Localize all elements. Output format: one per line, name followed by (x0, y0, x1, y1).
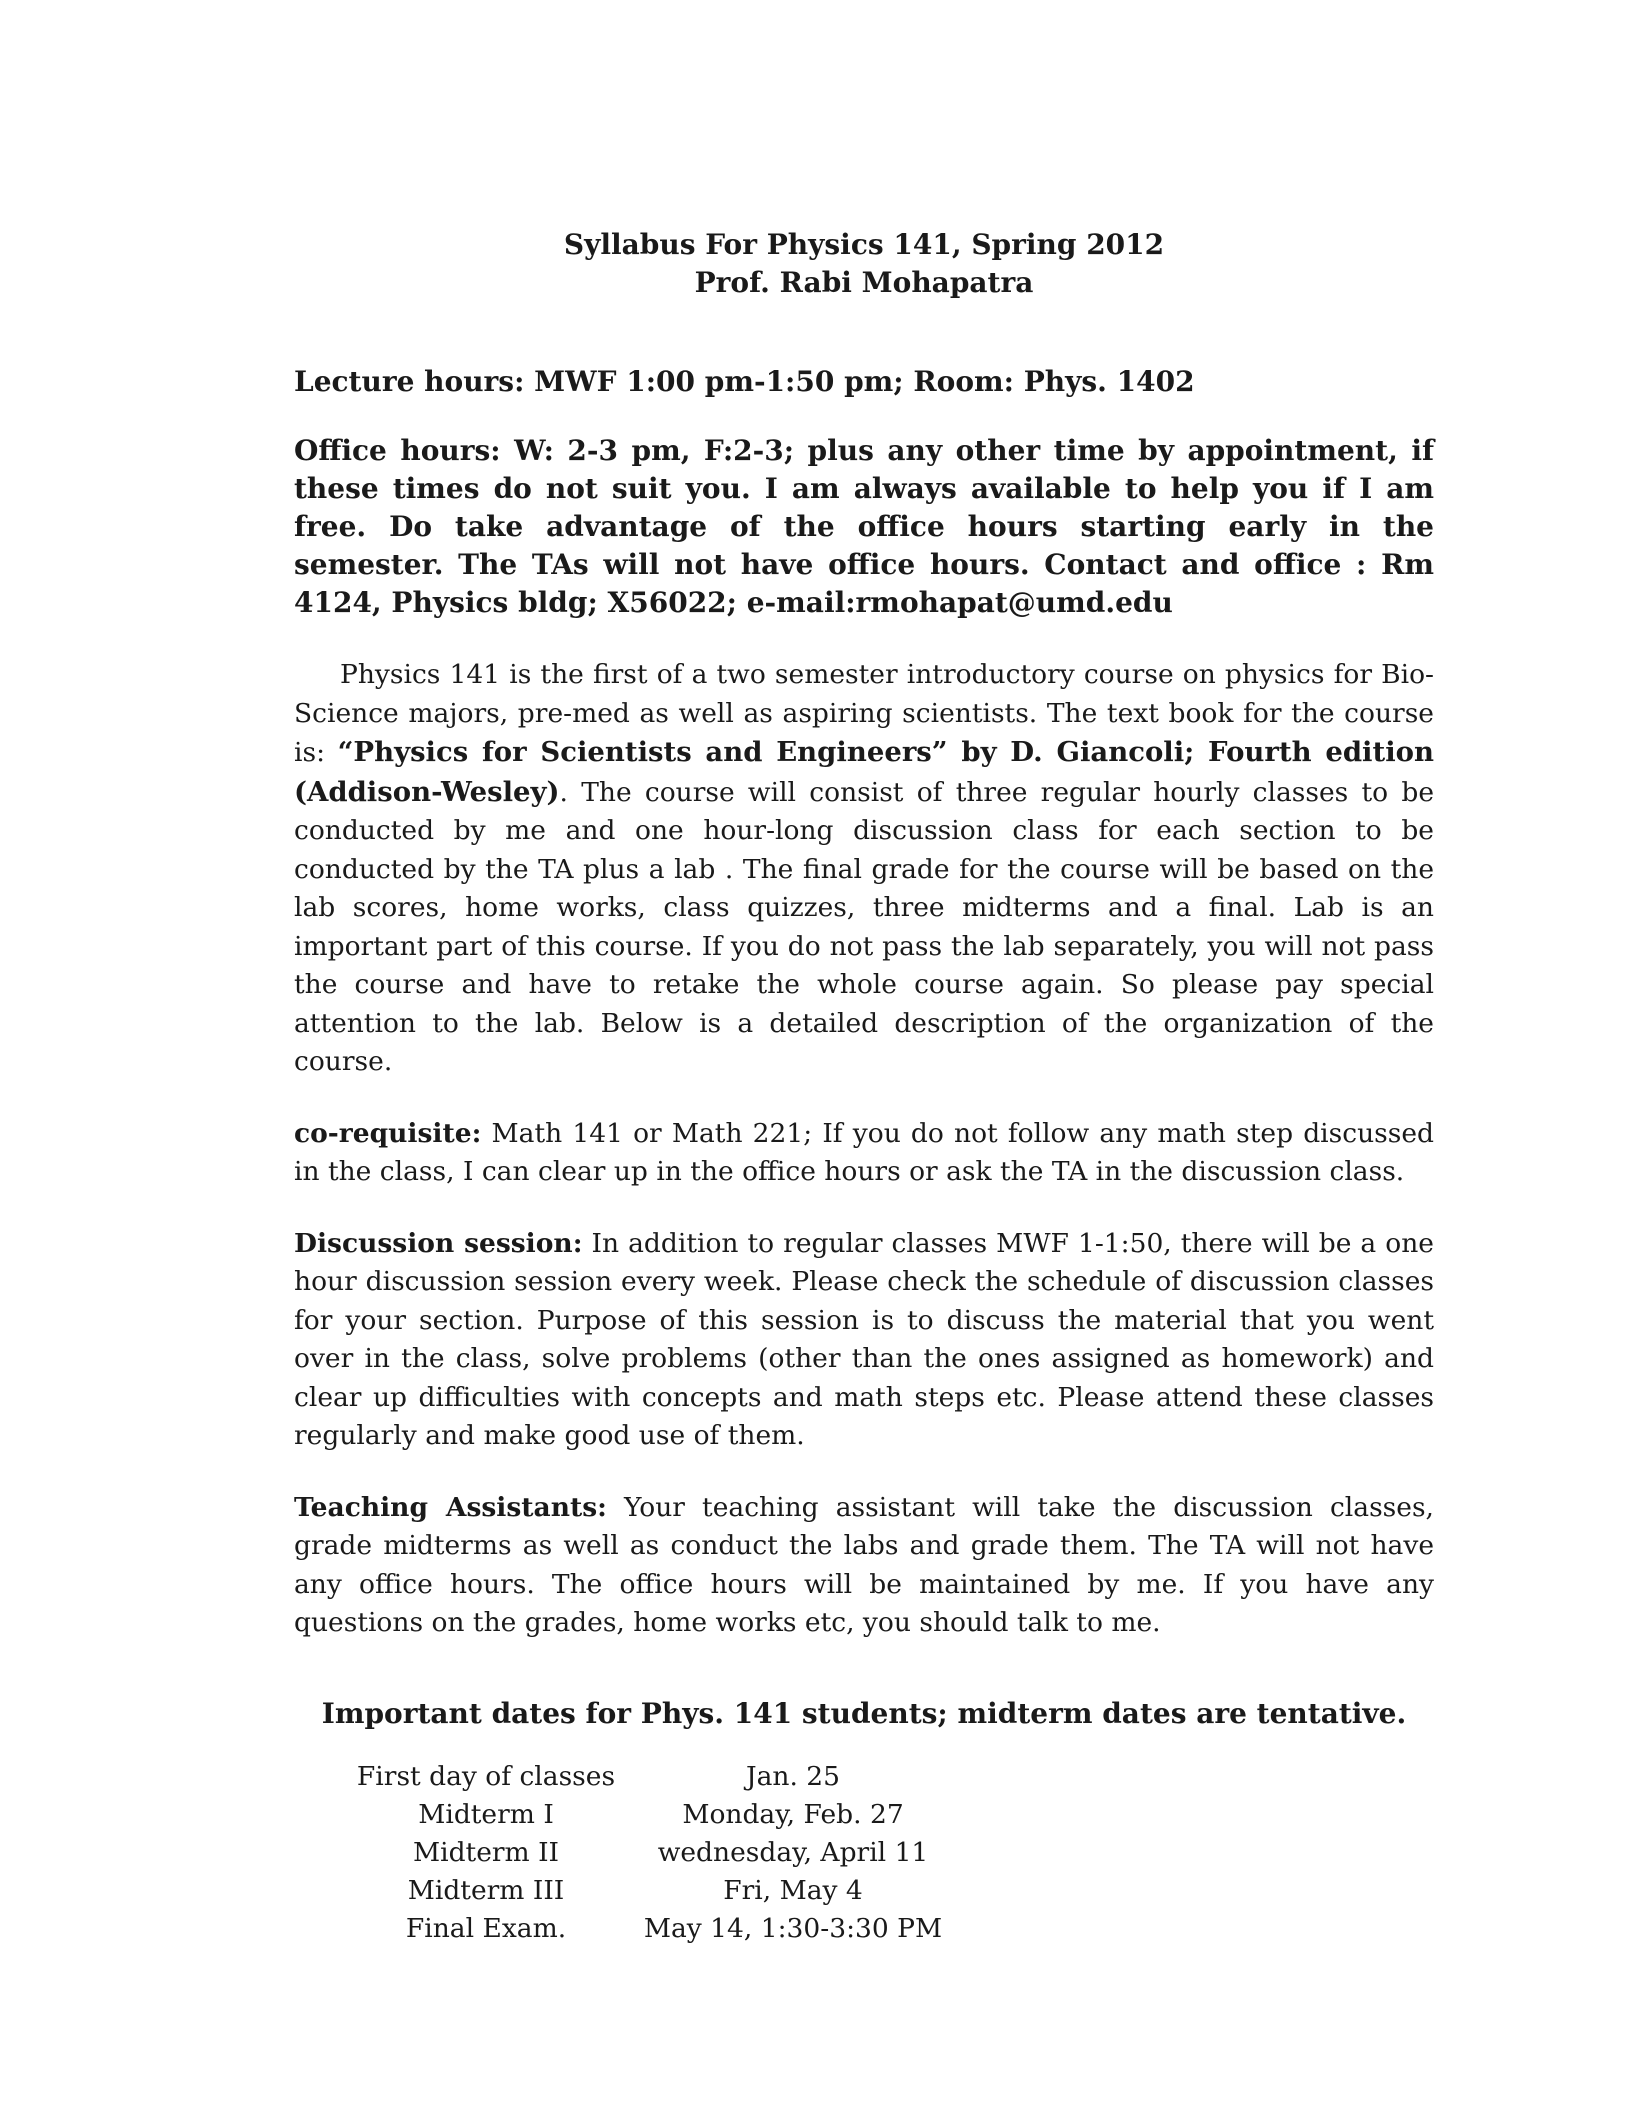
date-value: May 14, 1:30-3:30 PM (643, 1913, 943, 1944)
teaching-assistants-paragraph (294, 1489, 1434, 1643)
corequisite-label: co-requisite: (294, 1117, 482, 1149)
discussion-paragraph (294, 1225, 1434, 1456)
discussion-label: Discussion session: (294, 1227, 583, 1259)
date-event: Final Exam. (405, 1913, 567, 1944)
teaching-assistants-label: Teaching Assistants: (294, 1491, 607, 1523)
table-row (354, 1796, 948, 1834)
date-value: Monday, Feb. 27 (682, 1799, 904, 1830)
course-intro-paragraph (294, 656, 1434, 1082)
important-dates-heading: Important dates for Phys. 141 students; midterm dates are tentative. (321, 1696, 1407, 1730)
instructor-name: Prof. Rabi Mohapatra (694, 266, 1034, 299)
title-block (294, 226, 1434, 302)
lecture-hours: Lecture hours: MWF 1:00 pm-1:50 pm; Room: Phys. 1402 (294, 365, 1195, 398)
date-event: Midterm I (418, 1799, 554, 1830)
intro-text-2: . The course will consist of three regular hourly classes to be conducted by me and one hour-long discussion class for each section to be conducted by the TA plus a lab . The final grade for the course will be based on the lab scores, home works, class quizzes, three midterms and a final. Lab is an important part of this course. If you do not pass the lab separately, you will not pass the course and have to retake the whole course again. So please pay special attention to the lab. Below is a detailed description of the organization of the course. (294, 776, 1434, 1077)
important-dates-table (354, 1758, 948, 1948)
date-value: wednesday, April 11 (657, 1837, 929, 1868)
corequisite-paragraph (294, 1115, 1434, 1192)
office-hours: Office hours: W: 2-3 pm, F:2-3; plus any other time by appointment, if these times do not suit you. I am always available to help you if I am free. Do take advantage of the office hours starting early in the semester. The TAs will not have office hours. Contact and office : Rm 4124, Physics bldg; X56022; e-mail:rmohapat@umd.edu (294, 434, 1434, 619)
date-event: Midterm III (407, 1875, 565, 1906)
date-value: Fri, May 4 (723, 1875, 863, 1906)
date-value: Jan. 25 (745, 1761, 841, 1792)
date-event: First day of classes (356, 1761, 616, 1792)
table-row (354, 1910, 948, 1948)
date-event: Midterm II (412, 1837, 560, 1868)
discussion-text: In addition to regular classes MWF 1-1:50, there will be a one hour discussion session every week. Please check the schedule of discussion classes for your section. Purpose of this session is to discuss the material that you went over in the class, solve problems (other than the ones assigned as homework) and clear up difficulties with concepts and math steps etc. Please attend these classes regularly and make good use of them. (294, 1227, 1434, 1451)
intro-text-1: Physics 141 is the first of a two semester introductory course on physics for Bio-Science majors, pre-med as well as aspiring scientists. The text book for the course is: (294, 659, 1434, 768)
page-title: Syllabus For Physics 141, Spring 2012 (563, 228, 1165, 261)
table-row (354, 1758, 948, 1796)
table-row (354, 1834, 948, 1872)
corequisite-text: Math 141 or Math 221; If you do not follow any math step discussed in the class, I can clear up in the office hours or ask the TA in the discussion class. (294, 1117, 1434, 1187)
table-row (354, 1872, 948, 1910)
teaching-assistants-text: Your teaching assistant will take the discussion classes, grade midterms as well as conduct the labs and grade them. The TA will not have any office hours. The office hours will be maintained by me. If you have any questions on the grades, home works etc, you should talk to me. (294, 1491, 1434, 1638)
textbook-reference: “Physics for Scientists and Engineers” by D. Giancoli; Fourth edition (Addison-Wesley) (294, 736, 1434, 808)
syllabus-page (294, 226, 1434, 1944)
